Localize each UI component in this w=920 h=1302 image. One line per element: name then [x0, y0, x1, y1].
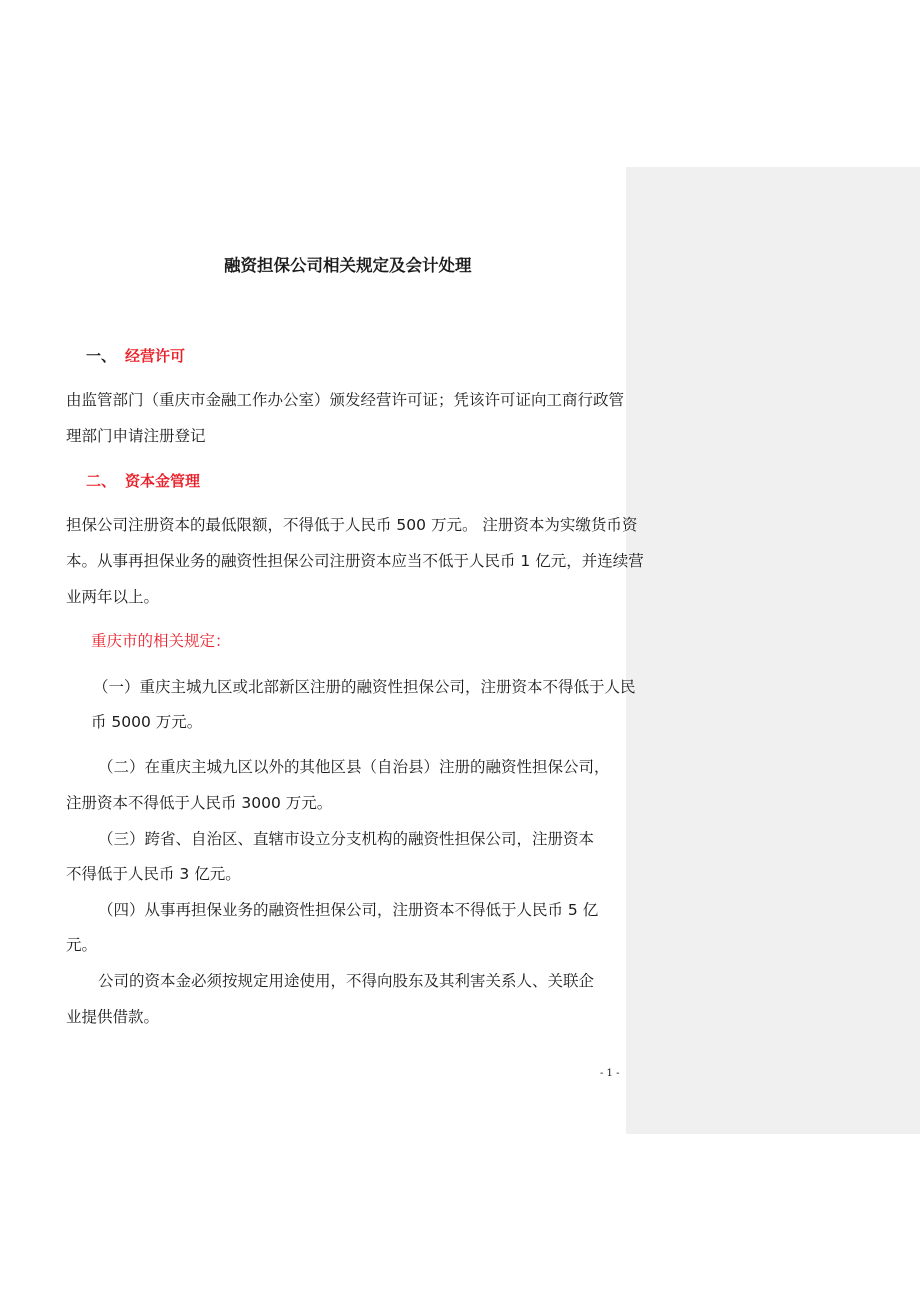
section1-number: 一、	[86, 347, 117, 365]
chongqing-heading: 重庆市的相关规定：	[91, 632, 231, 650]
item3-line-2: 不得低于人民币 3 亿元。	[66, 865, 241, 883]
item4-line-2: 元。	[66, 936, 98, 954]
section2-line-3: 业两年以上。	[66, 588, 160, 606]
item4-line-1: （四）从事再担保业务的融资性担保公司，注册资本不得低于人民币 5 亿	[98, 901, 599, 919]
section2-heading: 资本金管理	[125, 472, 201, 490]
document-title: 融资担保公司相关规定及会计处理	[224, 256, 472, 275]
closing-line-2: 业提供借款。	[66, 1008, 160, 1026]
section2-number: 二、	[86, 472, 117, 490]
item3-line-1: （三）跨省、自治区、直辖市设立分支机构的融资性担保公司，注册资本	[98, 830, 595, 848]
section1-line-1: 由监管部门（重庆市金融工作办公室）颁发经营许可证；凭该许可证向工商行政管	[66, 391, 625, 409]
section1-line-2: 理部门申请注册登记	[66, 427, 206, 445]
item2-line-1: （二）在重庆主城九区以外的其他区县（自治县）注册的融资性担保公司，	[98, 758, 610, 776]
section2-line-1: 担保公司注册资本的最低限额，不得低于人民币 500 万元。 注册资本为实缴货币资	[66, 516, 638, 534]
page-number: - 1 -	[600, 1068, 620, 1079]
closing-line-1: 公司的资本金必须按规定用途使用，不得向股东及其利害关系人、关联企	[98, 972, 595, 990]
item1-line-2: 币 5000 万元。	[91, 713, 203, 731]
item2-line-2: 注册资本不得低于人民币 3000 万元。	[66, 794, 333, 812]
item1-line-1: （一）重庆主城九区或北部新区注册的融资性担保公司，注册资本不得低于人民	[93, 678, 636, 696]
section1-heading: 经营许可	[125, 347, 186, 365]
section2-line-2: 本。从事再担保业务的融资性担保公司注册资本应当不低于人民币 1 亿元，并连续营	[66, 552, 644, 570]
